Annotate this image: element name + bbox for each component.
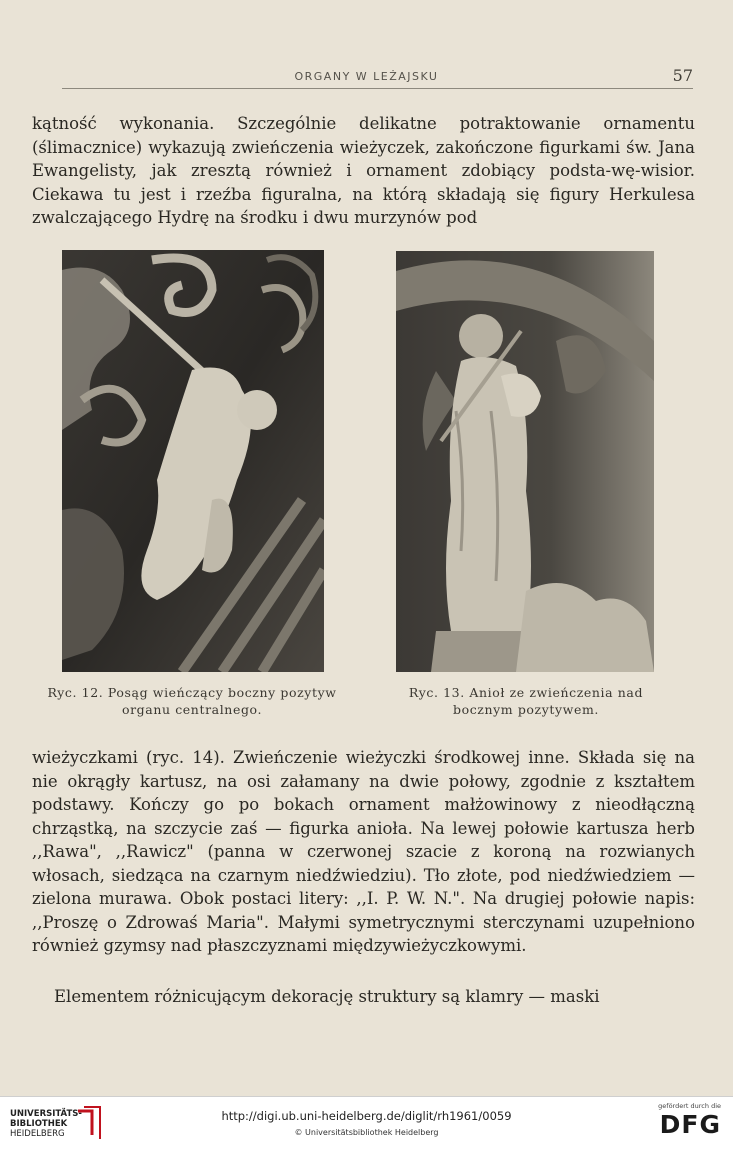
body-paragraph-bottom: wieżyczkami (ryc. 14). Zwieńczenie wieżyczki środkowej inne. Składa się na nie okrągły kartusz, na osi załamany na dwie połowy, zgodnie z kształtem podstawy. Kończy go po bokach ornament małżowinowy z nieodłączną chrząstką, na szczycie zaś — figurka anioła. Na lewej połowie kartusza herb ,,Rawa", ,,Rawicz" (panna w czerwonej szacie z koroną na rozwianych włosach, siedząca na czarnym niedźwiedziu). Tło złote, pod niedźwiedziem — zielona murawa. Obok postaci litery: ,,I. P. W. N.". Na drugiej połowie napis: ,,Proszę o Zdrowaś Maria". Małymi symetrycznymi sterczynami uzupełniono również gzymsy nad płaszczyznami międzywieżyczkowymi. [32, 748, 695, 955]
page-number: 57 [672, 66, 693, 85]
copyright-notice: © Universitätsbibliothek Heidelberg [294, 1128, 439, 1137]
body-paragraph-top: kątność wykonania. Szczególnie delikatne potraktowanie ornamentu (ślimacznice) wykazują zwieńczenia wieżyczek, zakończone figurkami św. Jana Ewangelisty, jak zresztą również i ornament zdobiący podsta-wę-wisior. Ciekawa tu jest i rzeźba figuralna, na którą składają się figury Herkulesa zwalczającego Hydrę na środku i dwu murzynów pod [32, 114, 695, 227]
running-title: ORGANY W LEŻAJSKU [294, 70, 439, 83]
permalink-url[interactable]: http://digi.ub.uni-heidelberg.de/diglit/rh1961/0059 [221, 1109, 512, 1123]
header-rule [62, 88, 693, 89]
logo-line: UNIVERSITÄTS- [10, 1109, 82, 1119]
logo-line: HEIDELBERG [10, 1129, 65, 1139]
body-paragraph-last: Elementem różnicującym dekorację struktury są klamry — maski [54, 987, 600, 1006]
figure-caption: Ryc. 12. Posąg wieńczący boczny pozytyw organu centralnego. [47, 685, 337, 717]
figure-angel-statue-photo [396, 251, 654, 672]
dfg-logo[interactable]: DFG [659, 1110, 721, 1139]
digitization-footer [0, 1096, 733, 1149]
funding-note: gefördert durch die [658, 1102, 721, 1110]
figure-caption: Ryc. 13. Anioł ze zwieńczenia nad bocznym pozytywem. [408, 685, 644, 717]
logo-line: BIBLIOTHEK [10, 1119, 68, 1129]
figure-hercules-statue-photo [62, 250, 324, 672]
running-header [40, 66, 693, 88]
